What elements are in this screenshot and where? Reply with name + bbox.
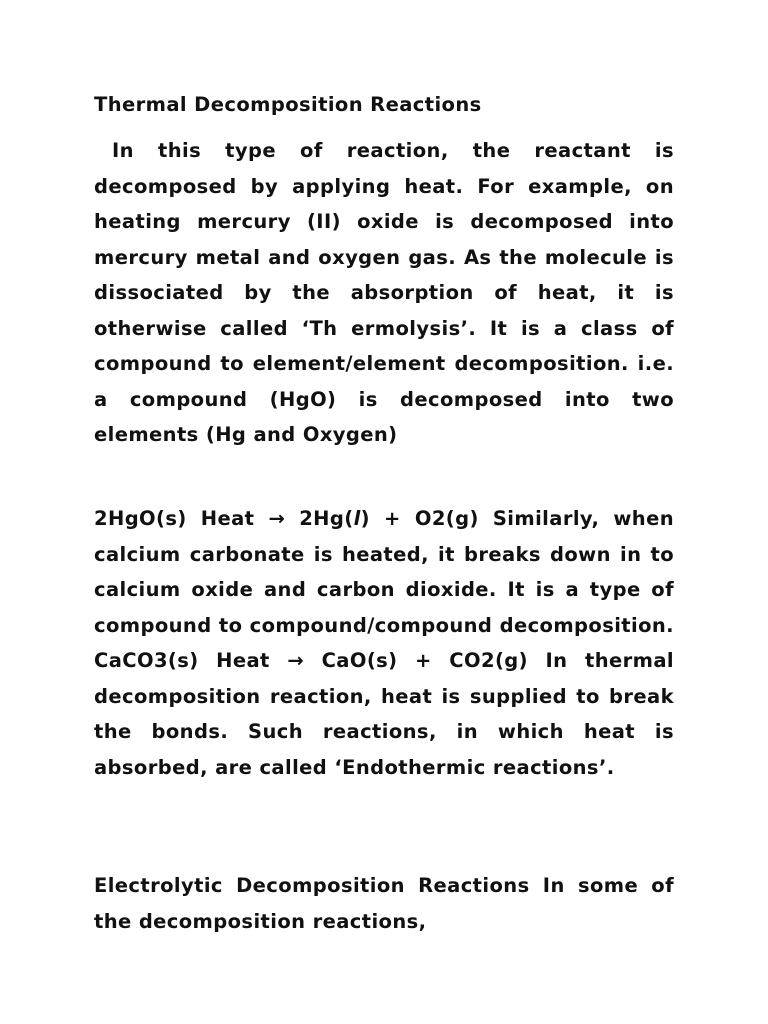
paragraph-thermal-examples [94,501,674,785]
equation-text-start: 2HgO(s) Heat → 2Hg( [94,507,354,530]
paragraph-electrolytic-intro: Electrolytic Decomposition Reactions In some of the decomposition reactions, [94,874,674,933]
liquid-state-symbol: l [353,507,361,530]
paragraph-thermal-examples-body: ) + O2(g) Similarly, when calcium carbonate is heated, it breaks down in to calcium oxide and carbon dioxide. It is a type of compound to compound/compound decomposition. CaCO3(s) Heat → CaO(s) + CO2(g) In thermal decomposition reaction, heat is supplied to break the bonds. Such reactions, in which heat is absorbed, are called ‘Endothermic reactions’. [94,507,674,779]
document-title: Thermal Decomposition Reactions [94,93,482,116]
paragraph-thermal-intro: In this type of reaction, the reactant is decomposed by applying heat. For example, on heating mercury (II) oxide is decomposed into mercury metal and oxygen gas. As the molecule is dissociated by the absorption of heat, it is otherwise called ‘Th ermolysis’. It is a class of compound to element/element decomposition. i.e. a compound (HgO) is decomposed into two elements (Hg and Oxygen) [94,139,674,446]
